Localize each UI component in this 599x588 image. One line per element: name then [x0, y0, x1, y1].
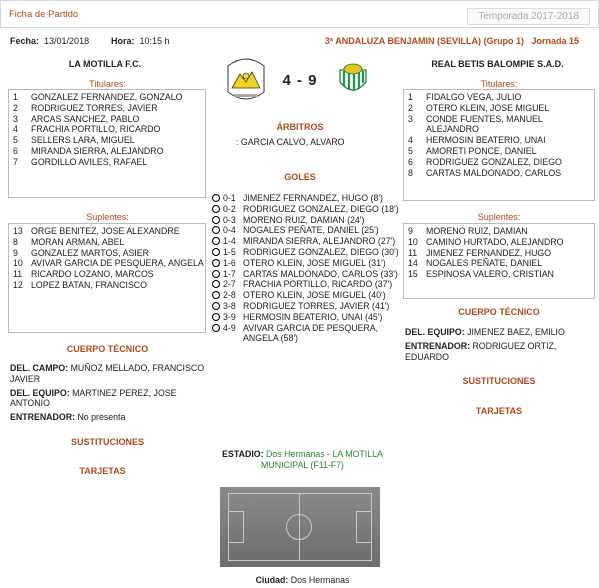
- player-name[interactable]: MORAN ARMAN, ABEL: [31, 236, 125, 247]
- goal-scorer: HERMOSIN BEATERIO, UNAI (45'): [243, 311, 383, 322]
- player-number: 2: [408, 102, 413, 113]
- player-row[interactable]: [9, 135, 205, 146]
- goal-score: 2-7: [223, 279, 236, 290]
- player-number: 1: [408, 92, 413, 102]
- football-icon: [212, 291, 220, 299]
- home-subs-title: Suplentes:: [86, 212, 129, 222]
- goal-score: 3-9: [223, 311, 236, 322]
- player-row[interactable]: [404, 92, 594, 103]
- player-number: 13: [13, 226, 23, 236]
- football-icon: [212, 302, 220, 310]
- player-name[interactable]: HERMOSIN BEATERIO, UNAI: [426, 135, 546, 146]
- football-icon: [212, 226, 220, 234]
- football-icon: [212, 248, 220, 256]
- player-name[interactable]: FIDALGO VEGA, JULIO: [426, 92, 522, 102]
- staff-row: [10, 412, 205, 423]
- away-starters-title: Titulares:: [480, 79, 518, 89]
- staff-row: [10, 388, 205, 410]
- player-row[interactable]: [9, 103, 205, 114]
- player-row[interactable]: [404, 248, 594, 259]
- goal-score: 1-6: [223, 257, 236, 268]
- goal-score: 3-8: [223, 300, 236, 311]
- player-number: 8: [408, 167, 413, 178]
- player-name[interactable]: SELLERS LARA, MIGUEL: [31, 135, 135, 146]
- player-row[interactable]: [9, 280, 205, 291]
- player-name[interactable]: GONZALEZ MARTOS, ASIER: [31, 247, 149, 258]
- player-number: 6: [13, 145, 18, 156]
- home-subs-list: [8, 223, 206, 333]
- competition: 3ª ANDALUZA BENJAMIN (SEVILLA) (Grupo 1) Jornada 15: [324, 36, 579, 46]
- player-name[interactable]: MORENO RUIZ, DAMIAN: [426, 226, 528, 236]
- player-row[interactable]: [404, 114, 594, 136]
- home-starters-title: Titulares:: [89, 79, 126, 89]
- city-info: Ciudad: Dos Hermanas: [255, 575, 350, 585]
- player-number: 4: [13, 124, 18, 135]
- away-subs-list: [403, 223, 595, 299]
- player-number: 2: [13, 102, 18, 113]
- home-substitutions-title[interactable]: SUSTITUCIONES: [70, 437, 144, 447]
- match-time: Hora: 10:15 h: [111, 36, 170, 46]
- player-row[interactable]: [404, 157, 594, 168]
- football-icon: [212, 324, 220, 332]
- player-number: 5: [408, 145, 413, 156]
- player-row[interactable]: [9, 124, 205, 135]
- staff-row: [10, 363, 205, 385]
- player-row[interactable]: [9, 92, 205, 103]
- goal-row: [212, 312, 402, 323]
- player-number: 8: [13, 236, 18, 247]
- player-row[interactable]: [9, 157, 205, 168]
- staff-name: MUÑOZ MELLADO, FRANCISCO JAVIER: [10, 363, 205, 384]
- player-name[interactable]: ARCAS SANCHEZ, PABLO: [31, 113, 140, 124]
- player-number: 9: [13, 247, 18, 258]
- player-name[interactable]: CONDE FUENTES, MANUEL ALEJANDRO: [426, 113, 543, 135]
- goal-row: [212, 193, 402, 204]
- player-name[interactable]: FRACHIA PORTILLO, RICARDO: [31, 124, 161, 135]
- goal-score: 1-4: [223, 236, 236, 247]
- goal-score: 0-1: [223, 193, 236, 203]
- player-number: 1: [13, 92, 18, 102]
- football-icon: [212, 259, 220, 267]
- staff-name: RODRIGUEZ ORTIZ, EDUARDO: [405, 340, 557, 362]
- player-row[interactable]: [9, 248, 205, 259]
- goal-score: 0-3: [223, 214, 236, 225]
- home-cards-title[interactable]: TARJETAS: [79, 466, 126, 476]
- header-bar: [0, 0, 599, 28]
- player-number: 11: [408, 247, 418, 258]
- player-number: 4: [408, 135, 413, 146]
- goals-list: [212, 193, 402, 344]
- player-number: 5: [13, 135, 18, 146]
- player-number: 3: [13, 113, 18, 124]
- away-starters-list: [403, 89, 595, 201]
- goal-scorer: RODRIGUEZ GONZALEZ, DIEGO (18'): [243, 203, 399, 214]
- referees-title: ÁRBITROS: [276, 122, 324, 132]
- player-row[interactable]: [404, 226, 594, 237]
- goal-scorer: FRACHIA PORTILLO, RICARDO (37'): [243, 279, 393, 290]
- goal-score: 2-8: [223, 290, 236, 301]
- staff-name: JIMENEZ BAEZ, EMILIO: [464, 327, 565, 337]
- away-team-crest-icon: [336, 60, 370, 98]
- player-name[interactable]: LOPEZ BATAN, FRANCISCO: [31, 279, 148, 290]
- player-row[interactable]: [9, 269, 205, 280]
- player-number: 11: [13, 269, 23, 280]
- player-number: 6: [408, 156, 413, 167]
- goal-score: 1-5: [223, 246, 236, 257]
- football-icon: [212, 280, 220, 288]
- goal-row: [212, 215, 402, 226]
- player-row[interactable]: [404, 146, 594, 157]
- home-team-crest-icon: [224, 56, 268, 104]
- goal-score: 0-2: [223, 203, 236, 214]
- match-score: 4 - 9: [282, 72, 318, 89]
- football-icon: [212, 237, 220, 245]
- player-row[interactable]: [404, 258, 594, 269]
- player-row[interactable]: [9, 237, 205, 248]
- player-name[interactable]: OTERO KLEIN, JOSE MIGUEL: [426, 102, 550, 113]
- goal-row: [212, 247, 402, 258]
- away-staff-list: [405, 327, 595, 365]
- player-name[interactable]: CARTAS MALDONADO, CARLOS: [426, 167, 562, 178]
- player-name[interactable]: GORDILLO AVILES, RAFAEL: [31, 156, 148, 167]
- goal-row: [212, 301, 402, 312]
- player-number: 9: [408, 226, 413, 236]
- home-staff-list: [10, 363, 205, 426]
- goal-row: [212, 204, 402, 215]
- home-team-name[interactable]: LA MOTILLA F.C.: [68, 59, 142, 69]
- player-name[interactable]: RICARDO LOZANO, MARCOS: [31, 269, 154, 280]
- player-row[interactable]: [404, 237, 594, 248]
- staff-name: No presenta: [75, 412, 126, 423]
- player-number: 12: [13, 279, 23, 290]
- player-name[interactable]: GONZALEZ FERNANDEZ, GONZALO: [31, 92, 183, 102]
- goal-scorer: OTERO KLEIN, JOSE MIGUEL (31'): [243, 257, 386, 268]
- staff-role: DEL. EQUIPO:: [405, 327, 465, 337]
- player-number: 3: [408, 113, 413, 124]
- player-name[interactable]: AVIVAR GARCIA DE PESQUERA, ANGELA: [31, 258, 204, 269]
- player-name[interactable]: ESPINOSA VALERO, CRISTIAN: [426, 269, 554, 280]
- goal-row: [212, 279, 402, 290]
- player-name[interactable]: RODRIGUEZ TORRES, JAVIER: [31, 102, 158, 113]
- goal-row: [212, 290, 402, 301]
- away-substitutions-title[interactable]: SUSTITUCIONES: [462, 376, 536, 386]
- player-row[interactable]: [404, 135, 594, 146]
- football-icon: [212, 194, 220, 202]
- goal-row: [212, 323, 402, 345]
- staff-role: ENTRENADOR:: [405, 340, 470, 351]
- section-title: Ficha de Partido: [9, 9, 79, 20]
- goal-score: 1-7: [223, 268, 236, 279]
- goal-scorer: JIMENEZ FERNANDEZ, HUGO (8'): [243, 193, 383, 203]
- goal-score: 0-4: [223, 225, 236, 236]
- goal-row: [212, 269, 402, 280]
- player-row[interactable]: [9, 258, 205, 269]
- stadium-link[interactable]: Dos Hermanas - LA MOTILLA MUNICIPAL (F11-F7): [261, 449, 383, 470]
- player-name[interactable]: JIMENEZ FERNANDEZ, HUGO: [426, 247, 552, 258]
- player-number: 15: [408, 269, 418, 280]
- goals-title: GOLES: [284, 172, 316, 182]
- player-number: 10: [13, 258, 23, 269]
- stadium-info: ESTADIO: Dos Hermanas - LA MOTILLA MUNICIPAL (F11-F7): [222, 449, 383, 470]
- stadium-pitch-image: [220, 487, 380, 567]
- goal-score: 4-9: [223, 322, 236, 333]
- staff-row: [405, 327, 595, 338]
- home-staff-title: CUERPO TÉCNICO: [66, 344, 149, 354]
- player-name[interactable]: MIRANDA SIERRA, ALEJANDRO: [31, 145, 164, 156]
- away-subs-title: Suplentes:: [477, 212, 521, 222]
- staff-role: ENTRENADOR:: [10, 412, 75, 423]
- player-row[interactable]: [9, 226, 205, 237]
- football-icon: [212, 205, 220, 213]
- goal-scorer: MIRANDA SIERRA, ALEJANDRO (27'): [243, 236, 396, 247]
- player-name[interactable]: NOGALES PEÑATE, DANIEL: [426, 258, 543, 269]
- goal-row: [212, 225, 402, 236]
- staff-name: MARTINEZ PEREZ, JOSE ANTONIO: [10, 387, 177, 409]
- goal-scorer: MORENO RUIZ, DAMIAN (24'): [243, 214, 365, 225]
- player-row[interactable]: [404, 103, 594, 114]
- player-name[interactable]: ORGE BENITEZ, JOSE ALEXANDRE: [31, 226, 180, 236]
- goal-row: [212, 236, 402, 247]
- home-starters-list: [8, 89, 206, 198]
- player-row[interactable]: [404, 168, 594, 179]
- referee-name: : GARCIA CALVO, ALVARO: [236, 137, 345, 147]
- season-selector[interactable]: Temporada 2017-2018: [467, 8, 590, 25]
- goal-scorer: RODRIGUEZ TORRES, JAVIER (41'): [243, 300, 390, 311]
- goal-scorer: NOGALES PEÑATE, DANIEL (25'): [243, 225, 379, 236]
- staff-row: [405, 341, 595, 363]
- player-number: 10: [408, 236, 418, 247]
- player-number: 14: [408, 258, 418, 269]
- goal-scorer: CARTAS MALDONADO, CARLOS (33'): [243, 268, 398, 279]
- match-date: Fecha: 13/01/2018: [10, 36, 90, 46]
- football-icon: [212, 313, 220, 321]
- goal-scorer: RODRIGUEZ GONZALEZ, DIEGO (30'): [243, 246, 399, 257]
- football-icon: [212, 270, 220, 278]
- staff-role: DEL. EQUIPO:: [10, 387, 70, 398]
- away-staff-title: CUERPO TÉCNICO: [458, 307, 540, 317]
- player-name[interactable]: AMORETI PONCE, DANIEL: [426, 145, 537, 156]
- player-row[interactable]: [404, 269, 594, 280]
- goal-scorer: AVIVAR GARCIA DE PESQUERA, ANGELA (58'): [243, 322, 379, 344]
- away-cards-title[interactable]: TARJETAS: [475, 406, 523, 416]
- player-number: 7: [13, 156, 18, 167]
- goal-scorer: OTERO KLEIN, JOSE MIGUEL (40'): [243, 290, 386, 301]
- away-team-name[interactable]: REAL BETIS BALOMPIE S.A.D.: [431, 59, 564, 69]
- player-name[interactable]: RODRIGUEZ GONZALEZ, DIEGO: [426, 156, 562, 167]
- football-icon: [212, 216, 220, 224]
- goal-row: [212, 258, 402, 269]
- player-row[interactable]: [9, 146, 205, 157]
- player-name[interactable]: CAMINO HURTADO, ALEJANDRO: [426, 236, 564, 247]
- player-row[interactable]: [9, 114, 205, 125]
- staff-role: DEL. CAMPO:: [10, 363, 69, 373]
